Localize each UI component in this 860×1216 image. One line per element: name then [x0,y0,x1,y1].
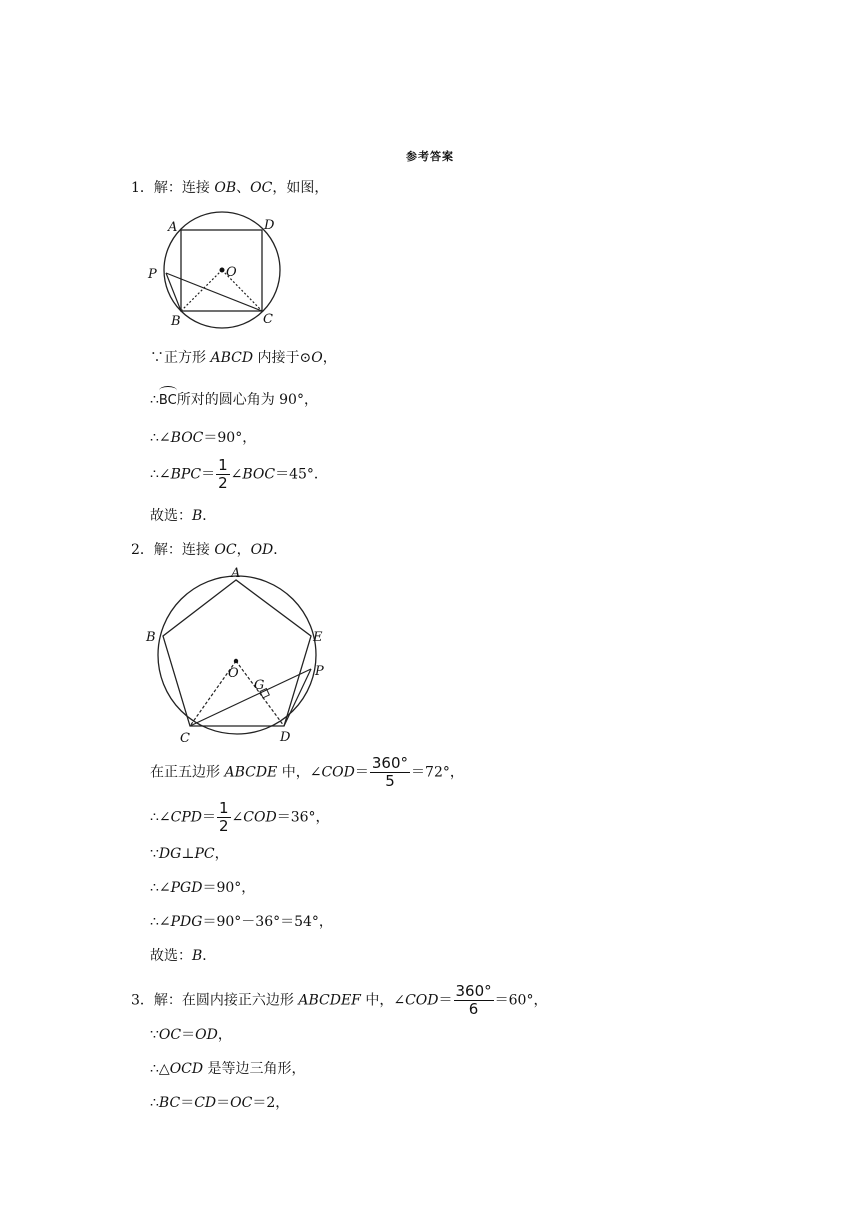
q2-label-e: E [313,630,323,645]
q2-s2-angle: ∠ [231,809,244,826]
q1-s2-therefore: ∴ [150,392,159,408]
q1-segment-ob [181,270,222,311]
q3-intro-denominator: 6 [468,1000,479,1018]
q3-s2-text-c: 是等边三角形， [203,1061,306,1077]
q1-intro-ob: OB [214,180,237,196]
q2-s3-perp: ⊥ [181,846,195,862]
q3-s1-oc: OC [158,1027,182,1043]
q2-s5-pdg: PDG [170,914,203,930]
q2-s5-result: ＝90°－36°＝54°， [202,914,333,930]
q2-s1-denominator: 5 [385,772,395,790]
q2-label-d: D [280,730,291,745]
q2-center-dot [234,659,238,663]
q2-s2-result: ＝36°， [276,809,330,826]
q1-s4-result: ＝45°． [275,466,328,483]
q1-answer-choice: B [192,508,203,524]
q3-s1-eq: ＝ [181,1027,196,1043]
q2-s2-cpd: CPD [170,809,202,826]
q1-answer-label: 故选： [150,508,192,524]
q3-intro [131,983,547,1018]
q3-s1-because: ∵ [150,1027,159,1043]
q1-intro-text: 1．解：连接 [131,180,215,196]
q2-s1-fraction [370,755,410,790]
q3-s1-comma: ， [217,1027,232,1043]
q3-s3-therefore: ∴ [150,1095,159,1111]
q3-intro-result: ＝60°， [494,992,548,1009]
q2-s2-eq: ＝ [202,809,216,826]
q2-intro-suffix: ． [273,542,288,558]
q1-s4-eq: ＝ [201,466,216,483]
q1-s2-text: 所对的圆心角为 90°， [176,392,318,408]
q2-step-3 [150,844,229,864]
q1-s2-arc-bc: BC [159,391,177,411]
q2-s3-dg: DG [158,846,182,862]
q1-label-d: D [264,218,275,233]
q2-s5-text-a: ∴∠ [150,914,171,930]
q2-answer-period: ． [202,948,217,964]
q2-s1-abcde: ABCDE [224,764,278,781]
q1-s4-text-a: ∴∠ [150,466,171,483]
q3-intro-numerator: 360° [455,982,492,1000]
q2-intro-text: 2．解：连接 [131,542,215,558]
q3-intro-abcdef: ABCDEF [298,992,361,1009]
q1-s1-text-e: ， [322,350,337,366]
q2-label-a: A [231,566,241,581]
q2-segment-dp [284,669,311,726]
q2-label-c: C [180,731,190,745]
q2-s2-numerator: 1 [219,799,229,817]
q2-s3-comma: ， [214,846,229,862]
q2-s4-text-a: ∴∠ [150,880,171,896]
q1-intro-suffix: ，如图， [272,180,329,196]
q1-s1-text-a: ∵正方形 [150,350,211,366]
q2-label-g: G [254,678,265,693]
q1-label-p: P [148,267,157,282]
q3-s1-od: OD [195,1027,218,1043]
q3-step-3 [150,1093,289,1113]
q2-s1-text-c: 中，∠ [277,764,322,781]
q3-s3-oc: OC [230,1095,253,1111]
q1-s3-text-c: ＝90°， [203,430,257,446]
q2-circle [158,576,316,734]
q1-s3-boc: BOC [170,430,204,446]
q1-s1-text-c: 内接于⊙ [253,350,312,366]
q1-intro-sep: 、 [236,180,251,196]
q1-s4-angle: ∠ [230,466,243,483]
q3-intro-cod: COD [405,992,439,1009]
q1-s1-o: O [311,350,323,366]
q1-label-o: O [226,265,237,280]
q2-intro [131,540,287,560]
q3-s3-cd: CD [194,1095,217,1111]
q2-s2-fraction [217,800,231,835]
q3-s3-bc: BC [158,1095,181,1111]
q2-answer-label: 故选： [150,948,192,964]
q1-square-in-circle-figure [140,208,290,333]
q1-answer-period: ． [202,508,217,524]
q1-s1-abcd: ABCD [210,350,254,366]
q2-s1-eq: ＝ [354,764,369,781]
q2-intro-oc: OC [214,542,237,558]
q1-label-b: B [171,314,181,329]
q2-s1-cod: COD [321,764,355,781]
q3-intro-eq: ＝ [438,992,453,1009]
q2-s4-result: ＝90°， [202,880,256,896]
q3-s3-eq2: ＝ [216,1095,231,1111]
q1-s4-bpc: BPC [170,466,202,483]
q2-s2-text-a: ∴∠ [150,809,171,826]
q2-segment-od [236,661,284,726]
q1-label-c: C [263,312,273,327]
q1-step-2 [150,390,318,411]
q1-center-dot [220,268,225,273]
q1-s3-text-a: ∴∠ [150,430,171,446]
q2-s1-numerator: 360° [371,754,409,772]
q1-label-a: A [168,220,178,235]
q3-s3-result: ＝2， [252,1095,290,1111]
q3-intro-fraction [454,983,494,1018]
q2-label-o: O [228,666,239,681]
q3-s2-ocd: OCD [169,1061,204,1077]
q2-s2-denominator: 2 [219,817,229,835]
q1-s4-denominator: 2 [218,474,228,492]
q1-s4-numerator: 1 [218,456,228,474]
q2-step-2 [150,800,330,835]
q2-s2-cod: COD [243,809,277,826]
q1-intro [131,178,328,198]
q1-s4-fraction [216,457,230,492]
q3-intro-text-a: 3．解：在圆内接正六边形 [131,992,299,1009]
q2-step-1 [150,755,464,790]
q1-answer [150,506,216,526]
q1-s4-boc: BOC [242,466,276,483]
q2-intro-od: OD [250,542,274,558]
q2-s4-pgd: PGD [170,880,203,896]
q2-step-5 [150,912,333,932]
q2-pentagon-in-circle-figure [140,565,340,745]
q1-intro-oc: OC [250,180,273,196]
q3-s3-eq1: ＝ [180,1095,195,1111]
q2-s3-because: ∵ [150,846,159,862]
q3-step-2 [150,1059,306,1079]
q2-step-4 [150,878,255,898]
page-title: 参考答案 [406,150,454,163]
q1-step-3 [150,428,256,448]
q2-answer [150,946,216,966]
q2-intro-sep: ， [236,542,251,558]
q1-step-4 [150,457,328,492]
q1-step-1 [150,348,337,368]
q2-label-b: B [146,630,156,645]
q2-s1-text-a: 在正五边形 [150,764,225,781]
q2-s1-result: ＝72°， [411,764,464,781]
q2-label-p: P [315,664,324,679]
q3-step-1 [150,1025,232,1045]
q2-s3-pc: PC [194,846,215,862]
q2-answer-choice: B [192,948,203,964]
q3-s2-text-a: ∴△ [150,1061,170,1077]
q3-intro-text-c: 中，∠ [360,992,406,1009]
